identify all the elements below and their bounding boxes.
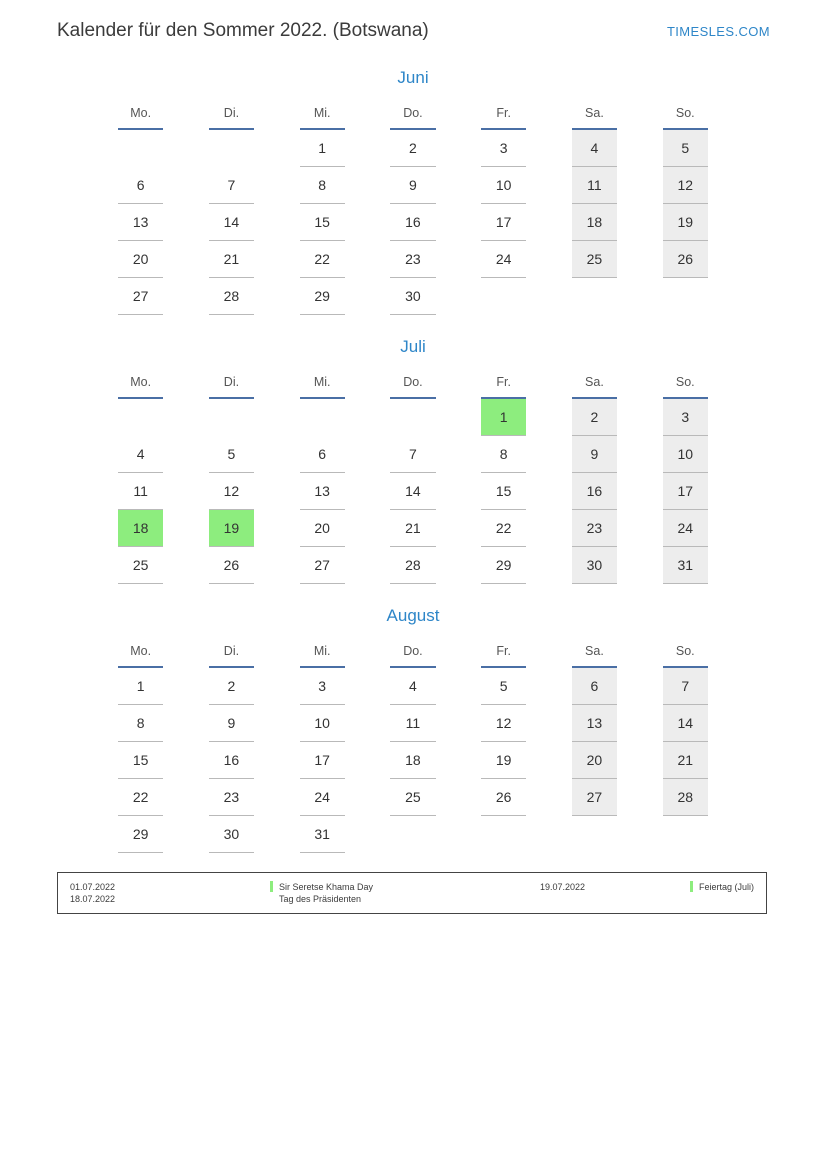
day-cell[interactable]: 1 (300, 129, 345, 167)
spacer (436, 100, 481, 129)
legend-names-right (690, 881, 754, 893)
spacer (526, 167, 571, 204)
page-header (57, 20, 770, 50)
spacer (617, 167, 662, 204)
day-cell[interactable]: 15 (481, 473, 526, 510)
spacer (163, 398, 208, 436)
day-cell-empty (390, 816, 435, 853)
day-cell-empty (300, 398, 345, 436)
weekday-sa: Sa. (572, 100, 617, 129)
day-cell[interactable]: 13 (572, 705, 617, 742)
day-cell[interactable]: 23 (209, 779, 254, 816)
day-cell[interactable]: 13 (300, 473, 345, 510)
spacer (254, 667, 299, 705)
week-row (118, 667, 708, 705)
spacer (163, 204, 208, 241)
spacer (526, 705, 571, 742)
day-cell[interactable]: 21 (390, 510, 435, 547)
spacer (254, 398, 299, 436)
day-cell-empty (572, 278, 617, 315)
day-cell[interactable]: 7 (663, 667, 709, 705)
week-row (118, 241, 708, 278)
spacer (345, 816, 390, 853)
spacer (254, 204, 299, 241)
day-cell[interactable]: 20 (118, 241, 163, 278)
spacer (526, 473, 571, 510)
spacer (526, 816, 571, 853)
spacer (526, 278, 571, 315)
holiday-color-swatch (270, 881, 273, 892)
weekday-fr: Fr. (481, 100, 526, 129)
month-title: Juli (400, 337, 426, 356)
day-cell[interactable]: 24 (300, 779, 345, 816)
day-cell-empty (118, 398, 163, 436)
day-cell[interactable]: 10 (300, 705, 345, 742)
spacer (436, 667, 481, 705)
day-cell[interactable]: 29 (481, 547, 526, 584)
spacer (254, 100, 299, 129)
month-block-juli (118, 337, 708, 584)
day-cell[interactable]: 6 (300, 436, 345, 473)
spacer (436, 436, 481, 473)
day-cell[interactable]: 18 (118, 510, 163, 547)
day-cell[interactable]: 9 (390, 167, 435, 204)
legend-date: 19.07.2022 (540, 882, 586, 892)
day-cell[interactable]: 8 (481, 436, 526, 473)
spacer (163, 100, 208, 129)
day-cell[interactable]: 23 (572, 510, 617, 547)
spacer (617, 816, 662, 853)
day-cell[interactable]: 11 (118, 473, 163, 510)
week-row (118, 510, 708, 547)
month-body-juli (118, 398, 708, 584)
spacer (345, 638, 390, 667)
day-cell-empty (481, 278, 526, 315)
legend-names-left (270, 881, 540, 905)
day-cell[interactable]: 31 (663, 547, 709, 584)
spacer (617, 779, 662, 816)
spacer (254, 473, 299, 510)
spacer (617, 638, 662, 667)
spacer (617, 278, 662, 315)
legend-name: Tag des Präsidenten (279, 894, 362, 904)
spacer (526, 547, 571, 584)
spacer (526, 241, 571, 278)
weekday-so: So. (663, 369, 709, 398)
spacer (345, 547, 390, 584)
day-cell[interactable]: 16 (572, 473, 617, 510)
day-cell[interactable]: 30 (390, 278, 435, 315)
spacer (163, 547, 208, 584)
spacer (617, 398, 662, 436)
spacer (254, 436, 299, 473)
week-row (118, 436, 708, 473)
week-row (118, 816, 708, 853)
spacer (436, 241, 481, 278)
month-table-juni (118, 100, 708, 315)
spacer (526, 779, 571, 816)
day-cell[interactable]: 12 (481, 705, 526, 742)
day-cell[interactable]: 20 (300, 510, 345, 547)
spacer (436, 779, 481, 816)
day-cell[interactable]: 22 (118, 779, 163, 816)
day-cell[interactable]: 28 (390, 547, 435, 584)
legend-name: Feiertag (Juli) (699, 882, 755, 892)
day-cell[interactable]: 27 (572, 779, 617, 816)
day-cell[interactable]: 21 (209, 241, 254, 278)
spacer (163, 167, 208, 204)
weekday-di: Di. (209, 638, 254, 667)
day-cell[interactable]: 22 (300, 241, 345, 278)
spacer (436, 398, 481, 436)
month-body-juni (118, 129, 708, 315)
spacer (163, 638, 208, 667)
weekday-mo: Mo. (118, 100, 163, 129)
spacer (526, 129, 571, 167)
day-cell[interactable]: 2 (390, 129, 435, 167)
day-cell[interactable]: 15 (300, 204, 345, 241)
day-cell[interactable]: 3 (300, 667, 345, 705)
spacer (254, 167, 299, 204)
day-cell-empty (663, 278, 709, 315)
spacer (345, 436, 390, 473)
day-cell-empty (209, 398, 254, 436)
month-table-juli (118, 369, 708, 584)
day-cell[interactable]: 24 (481, 241, 526, 278)
spacer (436, 705, 481, 742)
spacer (526, 204, 571, 241)
weekday-header-row (118, 100, 708, 129)
spacer (526, 638, 571, 667)
spacer (345, 742, 390, 779)
day-cell[interactable]: 9 (572, 436, 617, 473)
day-cell[interactable]: 1 (118, 667, 163, 705)
spacer (345, 241, 390, 278)
month-body-august (118, 667, 708, 853)
weekday-mo: Mo. (118, 638, 163, 667)
day-cell[interactable]: 14 (209, 204, 254, 241)
spacer (617, 547, 662, 584)
day-cell[interactable]: 12 (663, 167, 709, 204)
spacer (163, 510, 208, 547)
spacer (163, 779, 208, 816)
day-cell[interactable]: 7 (209, 167, 254, 204)
month-table-august (118, 638, 708, 853)
day-cell-empty (118, 129, 163, 167)
spacer (436, 510, 481, 547)
spacer (163, 129, 208, 167)
spacer (345, 369, 390, 398)
spacer (345, 167, 390, 204)
spacer (163, 667, 208, 705)
spacer (163, 369, 208, 398)
spacer (617, 241, 662, 278)
day-cell[interactable]: 23 (390, 241, 435, 278)
week-row (118, 547, 708, 584)
spacer (436, 204, 481, 241)
spacer (345, 510, 390, 547)
weekday-do: Do. (390, 369, 435, 398)
day-cell[interactable]: 14 (663, 705, 709, 742)
page-title: Kalender für den Sommer 2022. (Botswana) (57, 20, 429, 41)
day-cell[interactable]: 2 (572, 398, 617, 436)
day-cell[interactable]: 5 (481, 667, 526, 705)
spacer (254, 510, 299, 547)
spacer (617, 667, 662, 705)
day-cell[interactable]: 12 (209, 473, 254, 510)
day-cell[interactable]: 17 (300, 742, 345, 779)
legend-name: Sir Seretse Khama Day (279, 882, 374, 892)
spacer (345, 705, 390, 742)
day-cell[interactable]: 3 (663, 398, 709, 436)
spacer (254, 241, 299, 278)
day-cell[interactable]: 25 (118, 547, 163, 584)
spacer (526, 369, 571, 398)
weekday-do: Do. (390, 100, 435, 129)
spacer (254, 369, 299, 398)
day-cell[interactable]: 6 (118, 167, 163, 204)
holiday-color-swatch (690, 881, 693, 892)
spacer (526, 667, 571, 705)
month-block-august (118, 606, 708, 853)
spacer (617, 742, 662, 779)
month-title: August (386, 606, 440, 625)
day-cell[interactable]: 19 (481, 742, 526, 779)
weekday-mi: Mi. (300, 369, 345, 398)
spacer (163, 436, 208, 473)
spacer (436, 816, 481, 853)
spacer (254, 816, 299, 853)
day-cell[interactable]: 24 (663, 510, 709, 547)
day-cell[interactable]: 19 (663, 204, 709, 241)
spacer (436, 129, 481, 167)
day-cell[interactable]: 20 (572, 742, 617, 779)
legend-dates-right (540, 881, 690, 893)
spacer (254, 129, 299, 167)
month-title: Juni (397, 68, 429, 87)
day-cell[interactable]: 29 (118, 816, 163, 853)
day-cell[interactable]: 7 (390, 436, 435, 473)
week-row (118, 473, 708, 510)
spacer (254, 547, 299, 584)
day-cell[interactable]: 4 (118, 436, 163, 473)
spacer (526, 510, 571, 547)
spacer (617, 369, 662, 398)
spacer (617, 473, 662, 510)
weekday-mi: Mi. (300, 100, 345, 129)
weekday-fr: Fr. (481, 369, 526, 398)
spacer (617, 204, 662, 241)
day-cell[interactable]: 2 (209, 667, 254, 705)
spacer (436, 369, 481, 398)
spacer (254, 742, 299, 779)
spacer (436, 742, 481, 779)
day-cell[interactable]: 1 (481, 398, 526, 436)
day-cell[interactable]: 30 (209, 816, 254, 853)
day-cell[interactable]: 16 (390, 204, 435, 241)
spacer (345, 473, 390, 510)
day-cell[interactable]: 13 (118, 204, 163, 241)
week-row (118, 705, 708, 742)
day-cell[interactable]: 17 (481, 204, 526, 241)
day-cell[interactable]: 5 (209, 436, 254, 473)
legend-date: 01.07.2022 (70, 882, 116, 892)
spacer (163, 816, 208, 853)
day-cell[interactable]: 27 (300, 547, 345, 584)
day-cell[interactable]: 18 (572, 204, 617, 241)
weekday-so: So. (663, 638, 709, 667)
weekday-sa: Sa. (572, 638, 617, 667)
day-cell[interactable]: 6 (572, 667, 617, 705)
spacer (617, 510, 662, 547)
spacer (436, 547, 481, 584)
day-cell[interactable]: 28 (209, 278, 254, 315)
spacer (617, 436, 662, 473)
spacer (254, 779, 299, 816)
spacer (163, 742, 208, 779)
weekday-di: Di. (209, 369, 254, 398)
legend-dates-left (70, 881, 270, 905)
week-row (118, 398, 708, 436)
spacer (436, 473, 481, 510)
weekday-header-row (118, 369, 708, 398)
day-cell-empty (481, 816, 526, 853)
spacer (345, 204, 390, 241)
day-cell[interactable]: 27 (118, 278, 163, 315)
brand-label: TIMESLES.COM (666, 24, 770, 39)
day-cell[interactable]: 28 (663, 779, 709, 816)
day-cell[interactable]: 21 (663, 742, 709, 779)
weekday-mo: Mo. (118, 369, 163, 398)
spacer (345, 129, 390, 167)
day-cell[interactable]: 15 (118, 742, 163, 779)
spacer (254, 278, 299, 315)
weekday-header-row (118, 638, 708, 667)
day-cell[interactable]: 26 (663, 241, 709, 278)
spacer (345, 398, 390, 436)
spacer (345, 779, 390, 816)
day-cell-empty (663, 816, 709, 853)
spacer (254, 705, 299, 742)
day-cell[interactable]: 8 (300, 167, 345, 204)
day-cell[interactable]: 26 (209, 547, 254, 584)
weekday-do: Do. (390, 638, 435, 667)
day-cell[interactable]: 18 (390, 742, 435, 779)
spacer (526, 398, 571, 436)
day-cell[interactable]: 17 (663, 473, 709, 510)
day-cell-empty (390, 398, 435, 436)
legend-box (57, 872, 767, 914)
day-cell[interactable]: 5 (663, 129, 709, 167)
spacer (163, 241, 208, 278)
day-cell[interactable]: 19 (209, 510, 254, 547)
spacer (526, 436, 571, 473)
day-cell[interactable]: 4 (390, 667, 435, 705)
day-cell[interactable]: 25 (390, 779, 435, 816)
spacer (617, 705, 662, 742)
weekday-sa: Sa. (572, 369, 617, 398)
spacer (436, 638, 481, 667)
day-cell[interactable]: 11 (572, 167, 617, 204)
day-cell[interactable]: 22 (481, 510, 526, 547)
day-cell[interactable]: 4 (572, 129, 617, 167)
spacer (526, 100, 571, 129)
day-cell[interactable]: 31 (300, 816, 345, 853)
week-row (118, 742, 708, 779)
week-row (118, 129, 708, 167)
day-cell[interactable]: 25 (572, 241, 617, 278)
day-cell[interactable]: 29 (300, 278, 345, 315)
spacer (526, 742, 571, 779)
spacer (617, 129, 662, 167)
month-block-juni (118, 68, 708, 315)
day-cell[interactable]: 11 (390, 705, 435, 742)
spacer (254, 638, 299, 667)
spacer (345, 278, 390, 315)
weekday-fr: Fr. (481, 638, 526, 667)
day-cell[interactable]: 10 (481, 167, 526, 204)
week-row (118, 204, 708, 241)
day-cell[interactable]: 10 (663, 436, 709, 473)
week-row (118, 167, 708, 204)
spacer (345, 100, 390, 129)
spacer (163, 473, 208, 510)
day-cell[interactable]: 9 (209, 705, 254, 742)
weekday-di: Di. (209, 100, 254, 129)
spacer (163, 705, 208, 742)
day-cell[interactable]: 8 (118, 705, 163, 742)
week-row (118, 278, 708, 315)
legend-row (70, 881, 756, 905)
day-cell[interactable]: 14 (390, 473, 435, 510)
weekday-so: So. (663, 100, 709, 129)
weekday-mi: Mi. (300, 638, 345, 667)
day-cell-empty (572, 816, 617, 853)
week-row (118, 779, 708, 816)
day-cell[interactable]: 16 (209, 742, 254, 779)
day-cell-empty (209, 129, 254, 167)
spacer (617, 100, 662, 129)
spacer (436, 278, 481, 315)
legend-date: 18.07.2022 (70, 894, 116, 904)
spacer (345, 667, 390, 705)
day-cell[interactable]: 3 (481, 129, 526, 167)
spacer (436, 167, 481, 204)
spacer (163, 278, 208, 315)
day-cell[interactable]: 26 (481, 779, 526, 816)
day-cell[interactable]: 30 (572, 547, 617, 584)
